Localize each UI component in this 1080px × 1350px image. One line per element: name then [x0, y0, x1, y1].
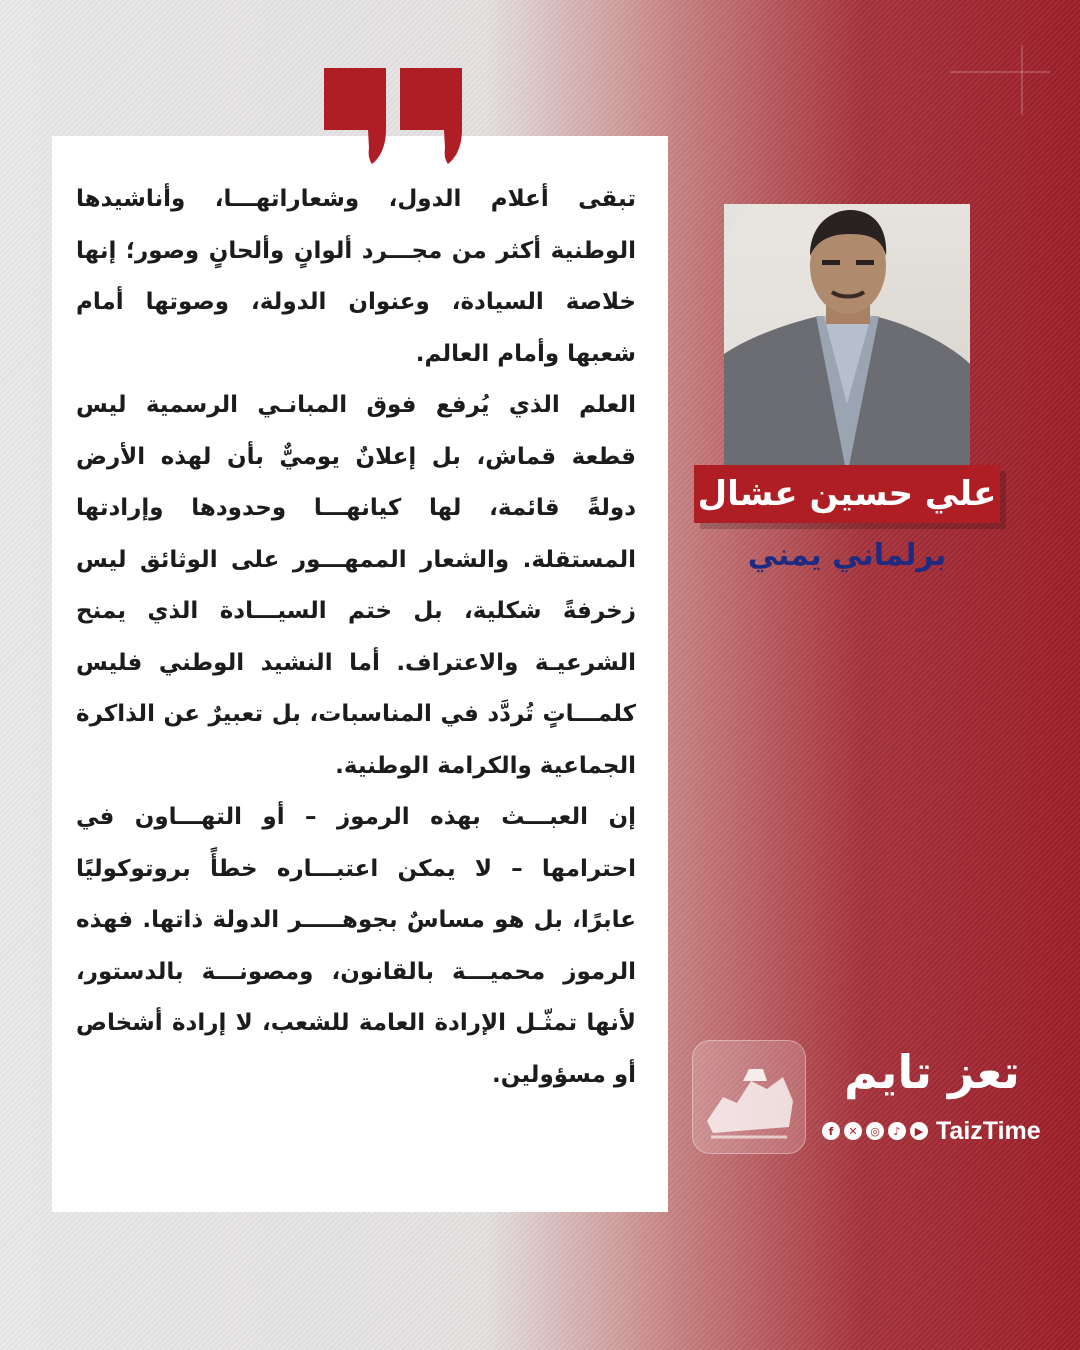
x-icon[interactable]: ✕: [844, 1122, 862, 1140]
quote-mark-icon: [322, 68, 466, 164]
article-card: [52, 136, 668, 1212]
author-name: علي حسين عشال: [697, 474, 997, 514]
brand-social-row: [822, 1116, 1041, 1146]
article-paragraph-3: إن العبـــث بهذه الرموز – أو التهـــاون في احترامها – لا يمكن اعتبـــاره خطأً بروتوكوليًا عابرًا، بل هو مساسٌ بجوهـــــر الدولة ذاتها. فهذه الرموز محميـــة بالقانون، ومصونـــة بالدستور، لأنها تمثّـل الإرادة العامة للشعب، لا إرادة أشخاص أو مسؤولين.: [76, 804, 636, 1088]
brand-handle: TaizTime: [936, 1116, 1041, 1145]
author-role: برلماني يمني: [747, 538, 947, 573]
article-paragraph-2: العلم الذي يُرفع فوق المبانـي الرسمية ليس قطعة قماش، بل إعلانٌ يوميٌّ بأن لهذه الأرض دولةً قائمة، لها كيانهـــا وحدودها وإرادتها المستقلة. والشعار الممهـــور على الوثائق ليس زخرفةً شكلية، بل ختم السيـــادة الذي يمنح الشرعيـة والاعتراف. أما النشيد الوطني فليس كلمـــاتٍ تُردَّد في المناسبات، بل تعبيرٌ عن الذاكرة الجماعية والكرامة الوطنية.: [76, 392, 636, 779]
instagram-icon[interactable]: ◎: [866, 1122, 884, 1140]
author-photo: [724, 204, 970, 476]
article-body: [76, 174, 636, 1101]
article-paragraph-1: تبقى أعلام الدول، وشعاراتهـــا، وأناشيدها الوطنية أكثر من مجـــرد ألوانٍ وألحانٍ وصور؛ إنها خلاصة السيادة، وعنوان الدولة، وصوتها أمام شعبها وأمام العالم.: [76, 186, 636, 367]
youtube-icon[interactable]: ▶: [910, 1122, 928, 1140]
brand-name: تعز تايم: [844, 1045, 1020, 1099]
decorative-lines: [940, 40, 1060, 120]
author-name-label: [694, 465, 1000, 523]
tiktok-icon[interactable]: ♪: [888, 1122, 906, 1140]
brand-logo: [692, 1040, 806, 1154]
facebook-icon[interactable]: f: [822, 1122, 840, 1140]
